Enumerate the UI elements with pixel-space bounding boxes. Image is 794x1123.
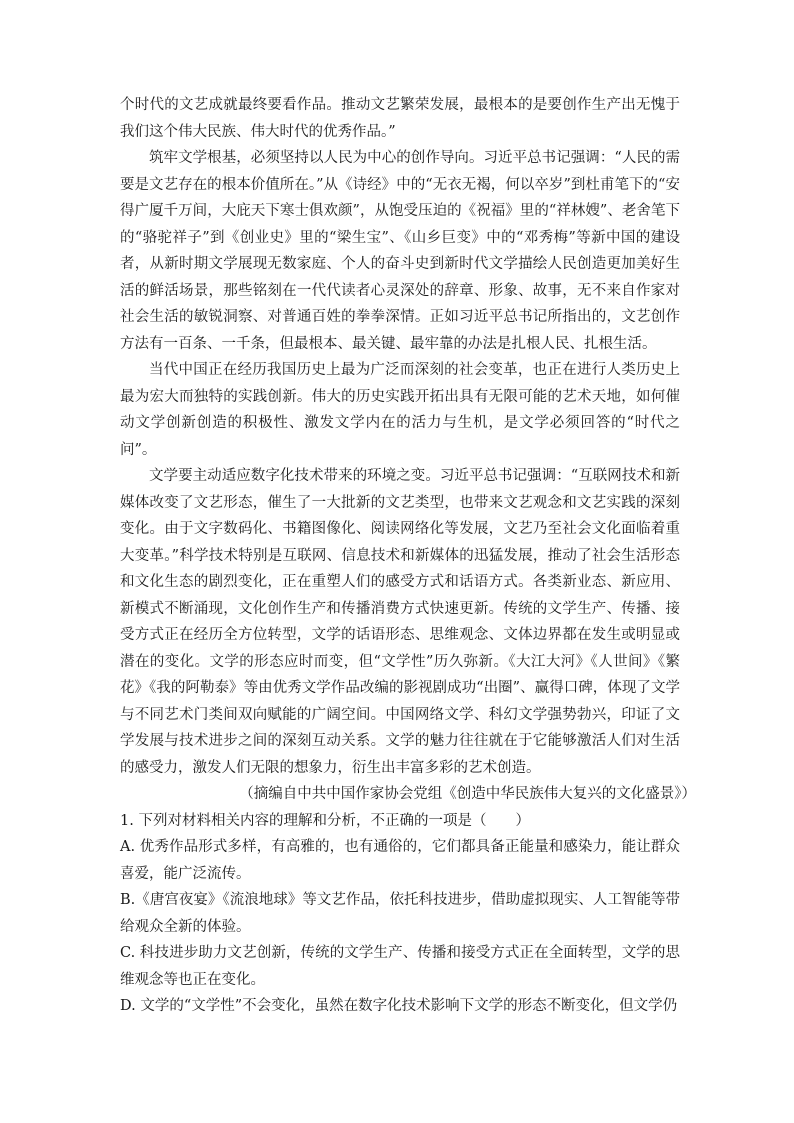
question-block	[120, 808, 680, 1020]
article-paragraph-3: 当代中国正在经历我国历史上最为广泛而深刻的社会变革，也正在进行人类历史上最为宏大而独特的实践创新。伟大的历史实践开拓出具有无限可能的艺术天地，如何催动文学创新创造的积极性、激发文学内在的活力与生机，是文学必须回答的“时代之问”。	[120, 362, 680, 458]
option-a: A. 优秀作品形式多样，有高雅的，也有通俗的，它们都具备正能量和感染力，能让群众喜爱，能广泛流传。	[120, 839, 680, 882]
article-source: （摘编自中共中国作家协会党组《创造中华民族伟大复兴的文化盛景》）	[239, 786, 696, 802]
article-paragraph-2: 筑牢文学根基，必须坚持以人民为中心的创作导向。习近平总书记强调：“人民的需要是文艺存在的根本价值所在。”从《诗经》中的“无衣无褐，何以卒岁”到杜甫笔下的“安得广厦千万间，大庇天下寒士俱欢颜”，从饱受压迫的《祝福》里的“祥林嫂”、老舍笔下的“骆驼祥子”到《创业史》里的“梁生宝”、《山乡巨变》中的“邓秀梅”等新中国的建设者，从新时期文学展现无数家庭、个人的奋斗史到新时代文学描绘人民创造更加美好生活的鲜活场景，那些铭刻在一代代读者心灵深处的辞章、形象、故事，无不来自作家对社会生活的敏锐洞察、对普通百姓的拳拳深情。正如习近平总书记所指出的，文艺创作方法有一百条、一千条，但最根本、最关键、最牢靠的办法是扎根人民、扎根生活。	[120, 150, 680, 352]
article-paragraph-4: 文学要主动适应数字化技术带来的环境之变。习近平总书记强调：“互联网技术和新媒体改变了文艺形态，催生了一大批新的文艺类型，也带来文艺观念和文艺实践的深刻变化。由于文字数码化、书籍图像化、阅读网络化等发展，文艺乃至社会文化面临着重大变革。”科学技术特别是互联网、信息技术和新媒体的迅猛发展，推动了社会生活形态和文化生态的剧烈变化，正在重塑人们的感受方式和话语方式。各类新业态、新应用、新模式不断涌现，文化创作生产和传播消费方式快速更新。传统的文学生产、传播、接受方式正在经历全方位转型，文学的话语形态、思维观念、文体边界都在发生或明显或潜在的变化。文学的形态应时而变，但“文学性”历久弥新。《大江大河》《人世间》《繁花》《我的阿勒泰》等由优秀文学作品改编的影视剧成功“出圈”、赢得口碑，体现了文学与不同艺术门类间双向赋能的广阔空间。中国网络文学、科幻文学强势勃兴，印证了文学发展与技术进步之间的深刻互动关系。文学的魅力往往就在于它能够激活人们对生活的感受力，激发人们无限的想象力，衍生出丰富多彩的艺术创造。	[120, 468, 680, 776]
option-b: B.《唐宫夜宴》《流浪地球》等文艺作品，依托科技进步，借助虚拟现实、人工智能等带给观众全新的体验。	[120, 892, 680, 935]
option-d: D. 文学的“文学性”不会变化，虽然在数字化技术影响下文学的形态不断变化，但文学仍	[120, 998, 678, 1014]
article-body	[120, 92, 696, 808]
option-c: C. 科技进步助力文艺创新，传统的文学生产、传播和接受方式正在全面转型，文学的思维观念等也正在变化。	[120, 945, 680, 988]
question-stem: 1. 下列对材料相关内容的理解和分析，不正确的一项是（ ）	[120, 812, 530, 829]
article-paragraph-1: 个时代的文艺成就最终要看作品。推动文艺繁荣发展，最根本的是要创作生产出无愧于我们这个伟大民族、伟大时代的优秀作品。”	[120, 97, 680, 140]
